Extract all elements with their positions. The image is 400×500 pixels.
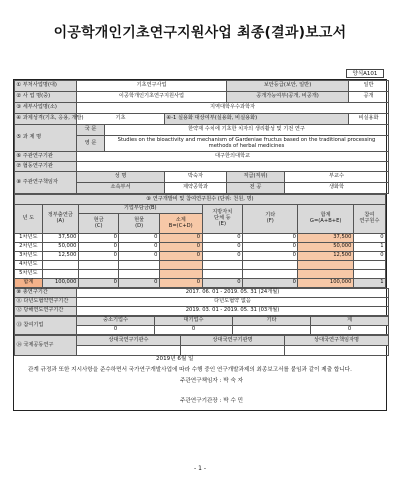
pi-dept-label: 소속부서 <box>77 183 165 194</box>
institution-head-signature-line: 주관연구기관장 : 박 수 민 <box>180 398 244 404</box>
etc-cell: 0 <box>243 252 298 261</box>
gov-cell <box>42 270 78 279</box>
partner-org-value <box>77 162 389 172</box>
company-total-value: 0 <box>311 326 389 335</box>
total-period-value: 2017. 06. 01 - 2019. 05. 31 (24개월) <box>77 289 389 298</box>
large-company-label: 대기업수 <box>155 317 233 326</box>
etc-cell <box>243 270 298 279</box>
sub-program-value: 지역대학우수과학자 <box>77 103 389 114</box>
report-title: 이공학개인기초연구지원사업 최종(결과)보고서 <box>53 25 347 41</box>
sum-label: 합계 <box>15 279 43 288</box>
people-cell <box>353 270 385 279</box>
table-row <box>15 270 386 279</box>
info-table <box>14 80 389 194</box>
pi-signature-line: 주관연구책임자 : 박 숙 자 <box>180 378 244 384</box>
program-name-label: ② 사 업 명(중) <box>15 92 77 103</box>
task-eng-title: Studies on the bioactivity and mechanism of Gardeniae fructus based on the traditional processing methods of herbal medicines <box>105 136 389 152</box>
sme-count-value: 0 <box>77 326 155 335</box>
current-period-value: 2019. 03. 01 - 2019. 05. 31 (03개월) <box>77 307 389 316</box>
private-header: 기업부담금(B) <box>78 205 202 214</box>
partner-country-count-label: 상대국연구기관수 <box>77 336 181 346</box>
local-gov-cell: 0 <box>202 243 243 252</box>
inkind-header: 현물 (D) <box>119 214 160 234</box>
cash-header: 현금 (C) <box>78 214 119 234</box>
program-name-value: 이공학개인기초연구지원사업 <box>77 92 227 103</box>
people-cell: 0 <box>353 252 385 261</box>
year-cell: 4차년도 <box>15 261 43 270</box>
other-company-value <box>233 326 311 335</box>
security-level-label: 보안등급(보안, 일반) <box>227 81 349 92</box>
subtotal-header: 소계 B=(C+D) <box>159 214 202 234</box>
inkind-sum-cell: 0 <box>119 279 160 288</box>
task-kor-label: 국 문 <box>77 125 105 136</box>
etc-cell: 0 <box>243 243 298 252</box>
gov-header: 정부출연금 (A) <box>42 205 78 234</box>
table-row-sum <box>15 279 386 288</box>
sub-program-label: ③ 세부사업명(소) <box>15 103 77 114</box>
local-gov-cell <box>202 270 243 279</box>
disclosure-value: 공개 <box>349 92 389 103</box>
commercialization-label: ④-1 실용화 대상여부(실용화, 비실용화) <box>165 114 349 125</box>
local-gov-sum-cell: 0 <box>202 279 243 288</box>
inkind-cell: 0 <box>119 234 160 243</box>
task-title-label: ⑤ 과 제 명 <box>15 125 77 152</box>
security-level-value: 일반 <box>349 81 389 92</box>
etc-cell: 0 <box>243 234 298 243</box>
table-row <box>15 261 386 270</box>
year-cell: 3차년도 <box>15 252 43 261</box>
year-header: 년 도 <box>15 205 43 234</box>
total-sum-cell: 100,000 <box>298 279 353 288</box>
submission-date: 2019년 6월 일 <box>156 356 194 362</box>
total-cell: 37,500 <box>298 234 353 243</box>
pi-position-label: 직급(직위) <box>227 172 285 183</box>
sme-count-label: 중소기업수 <box>77 317 155 326</box>
local-gov-cell: 0 <box>202 234 243 243</box>
cash-sum-cell: 0 <box>78 279 119 288</box>
total-cell: 12,500 <box>298 252 353 261</box>
multi-year-value: 다년도협약 없음 <box>77 298 389 307</box>
budget-table <box>14 194 386 288</box>
etc-sum-cell: 0 <box>243 279 298 288</box>
task-kor-title: 한약재 수치에 기초한 치자의 생리활성 및 기전 연구 <box>105 125 389 136</box>
etc-header: 기타 (F) <box>243 205 298 234</box>
total-cell: 50,000 <box>298 243 353 252</box>
task-type-value: 기초 <box>77 114 165 125</box>
submission-statement: 관계 규정과 또한 지시사항을 준수하면서 국가연구개발사업에 따라 수행 중인 연구개발과제의 최종보고서를 붙임과 같이 제출 합니다. <box>28 367 352 373</box>
host-org-value: 대구한의대학교 <box>77 152 389 162</box>
table-row <box>15 234 386 243</box>
etc-cell <box>243 261 298 270</box>
period-table <box>14 288 389 316</box>
inkind-cell <box>119 261 160 270</box>
subtotal-cell <box>159 270 202 279</box>
gov-cell: 50,000 <box>42 243 78 252</box>
dept-program-label: ① 부처사업명(대) <box>15 81 77 92</box>
people-cell <box>353 261 385 270</box>
inkind-cell: 0 <box>119 252 160 261</box>
participation-table <box>14 316 389 335</box>
partner-org-label: ⑦ 협동연구기관 <box>15 162 77 172</box>
total-cell <box>298 270 353 279</box>
gov-cell: 37,500 <box>42 234 78 243</box>
total-period-label: ⑩ 총연구기간 <box>15 289 77 298</box>
subtotal-cell <box>159 261 202 270</box>
participating-company-label: ⑬ 참여기업 <box>15 317 77 335</box>
current-period-label: ⑫ 당해연도연구기간 <box>15 307 77 316</box>
international-table <box>14 335 389 356</box>
pi-position-value: 부교수 <box>285 172 389 183</box>
year-cell: 1차년도 <box>15 234 43 243</box>
pi-label: ⑧ 주관연구책임자 <box>15 172 77 194</box>
partner-country-name-label: 상대국연구기관명 <box>181 336 285 346</box>
task-type-label: ④ 과제성격(기초, 응용, 개발) <box>15 114 77 125</box>
gov-sum-cell: 100,000 <box>42 279 78 288</box>
form-id-badge: 양식A101 <box>346 69 384 78</box>
subtotal-cell: 0 <box>159 234 202 243</box>
multi-year-label: ⑪ 다년도협약연구기간 <box>15 298 77 307</box>
people-sum-cell: 1 <box>353 279 385 288</box>
subtotal-cell: 0 <box>159 243 202 252</box>
gov-cell <box>42 261 78 270</box>
page-number: - 1 - <box>194 465 206 472</box>
cash-cell: 0 <box>78 243 119 252</box>
pi-major-label: 전 공 <box>227 183 285 194</box>
partner-pi-value <box>285 346 389 356</box>
cash-cell: 0 <box>78 234 119 243</box>
international-label: ⑭ 국제공동연구 <box>15 336 77 356</box>
report-form <box>13 79 387 411</box>
partner-pi-label: 상대국연구책임자명 <box>285 336 389 346</box>
large-company-value: 0 <box>155 326 233 335</box>
subtotal-cell: 0 <box>159 252 202 261</box>
year-cell: 5차년도 <box>15 270 43 279</box>
total-header: 합계 G=(A+B+E) <box>298 205 353 234</box>
people-cell: 0 <box>353 234 385 243</box>
cash-cell <box>78 270 119 279</box>
table-row <box>15 243 386 252</box>
subtotal-sum-cell: 0 <box>159 279 202 288</box>
dept-program-value: 기초연구사업 <box>77 81 227 92</box>
local-gov-cell: 0 <box>202 252 243 261</box>
disclosure-label: 공개가능여부(공개, 비공개) <box>227 92 349 103</box>
local-gov-cell <box>202 261 243 270</box>
pi-dept-value: 제약공학과 <box>165 183 227 194</box>
company-total-label: 계 <box>311 317 389 326</box>
total-cell <box>298 261 353 270</box>
people-cell: 1 <box>353 243 385 252</box>
budget-section-label: ⑨ 연구개발비 및 참여연구원수 (단위: 천원, 명) <box>15 195 386 205</box>
inkind-cell: 0 <box>119 243 160 252</box>
cash-cell <box>78 261 119 270</box>
host-org-label: ⑥ 주관연구기관 <box>15 152 77 162</box>
gov-cell: 12,500 <box>42 252 78 261</box>
task-eng-label: 영 문 <box>77 136 105 152</box>
local-gov-header: 지방자치 단체 등 (E) <box>202 205 243 234</box>
cash-cell: 0 <box>78 252 119 261</box>
table-row <box>15 252 386 261</box>
commercialization-value: 비실용화 <box>349 114 389 125</box>
pi-name-label: 성 명 <box>77 172 165 183</box>
pi-name-value: 박숙자 <box>165 172 227 183</box>
people-header: 참여 연구원수 <box>353 205 385 234</box>
year-cell: 2차년도 <box>15 243 43 252</box>
inkind-cell <box>119 270 160 279</box>
other-company-label: 기타 <box>233 317 311 326</box>
pi-major-value: 생화학 <box>285 183 389 194</box>
partner-country-name-value <box>181 346 285 356</box>
